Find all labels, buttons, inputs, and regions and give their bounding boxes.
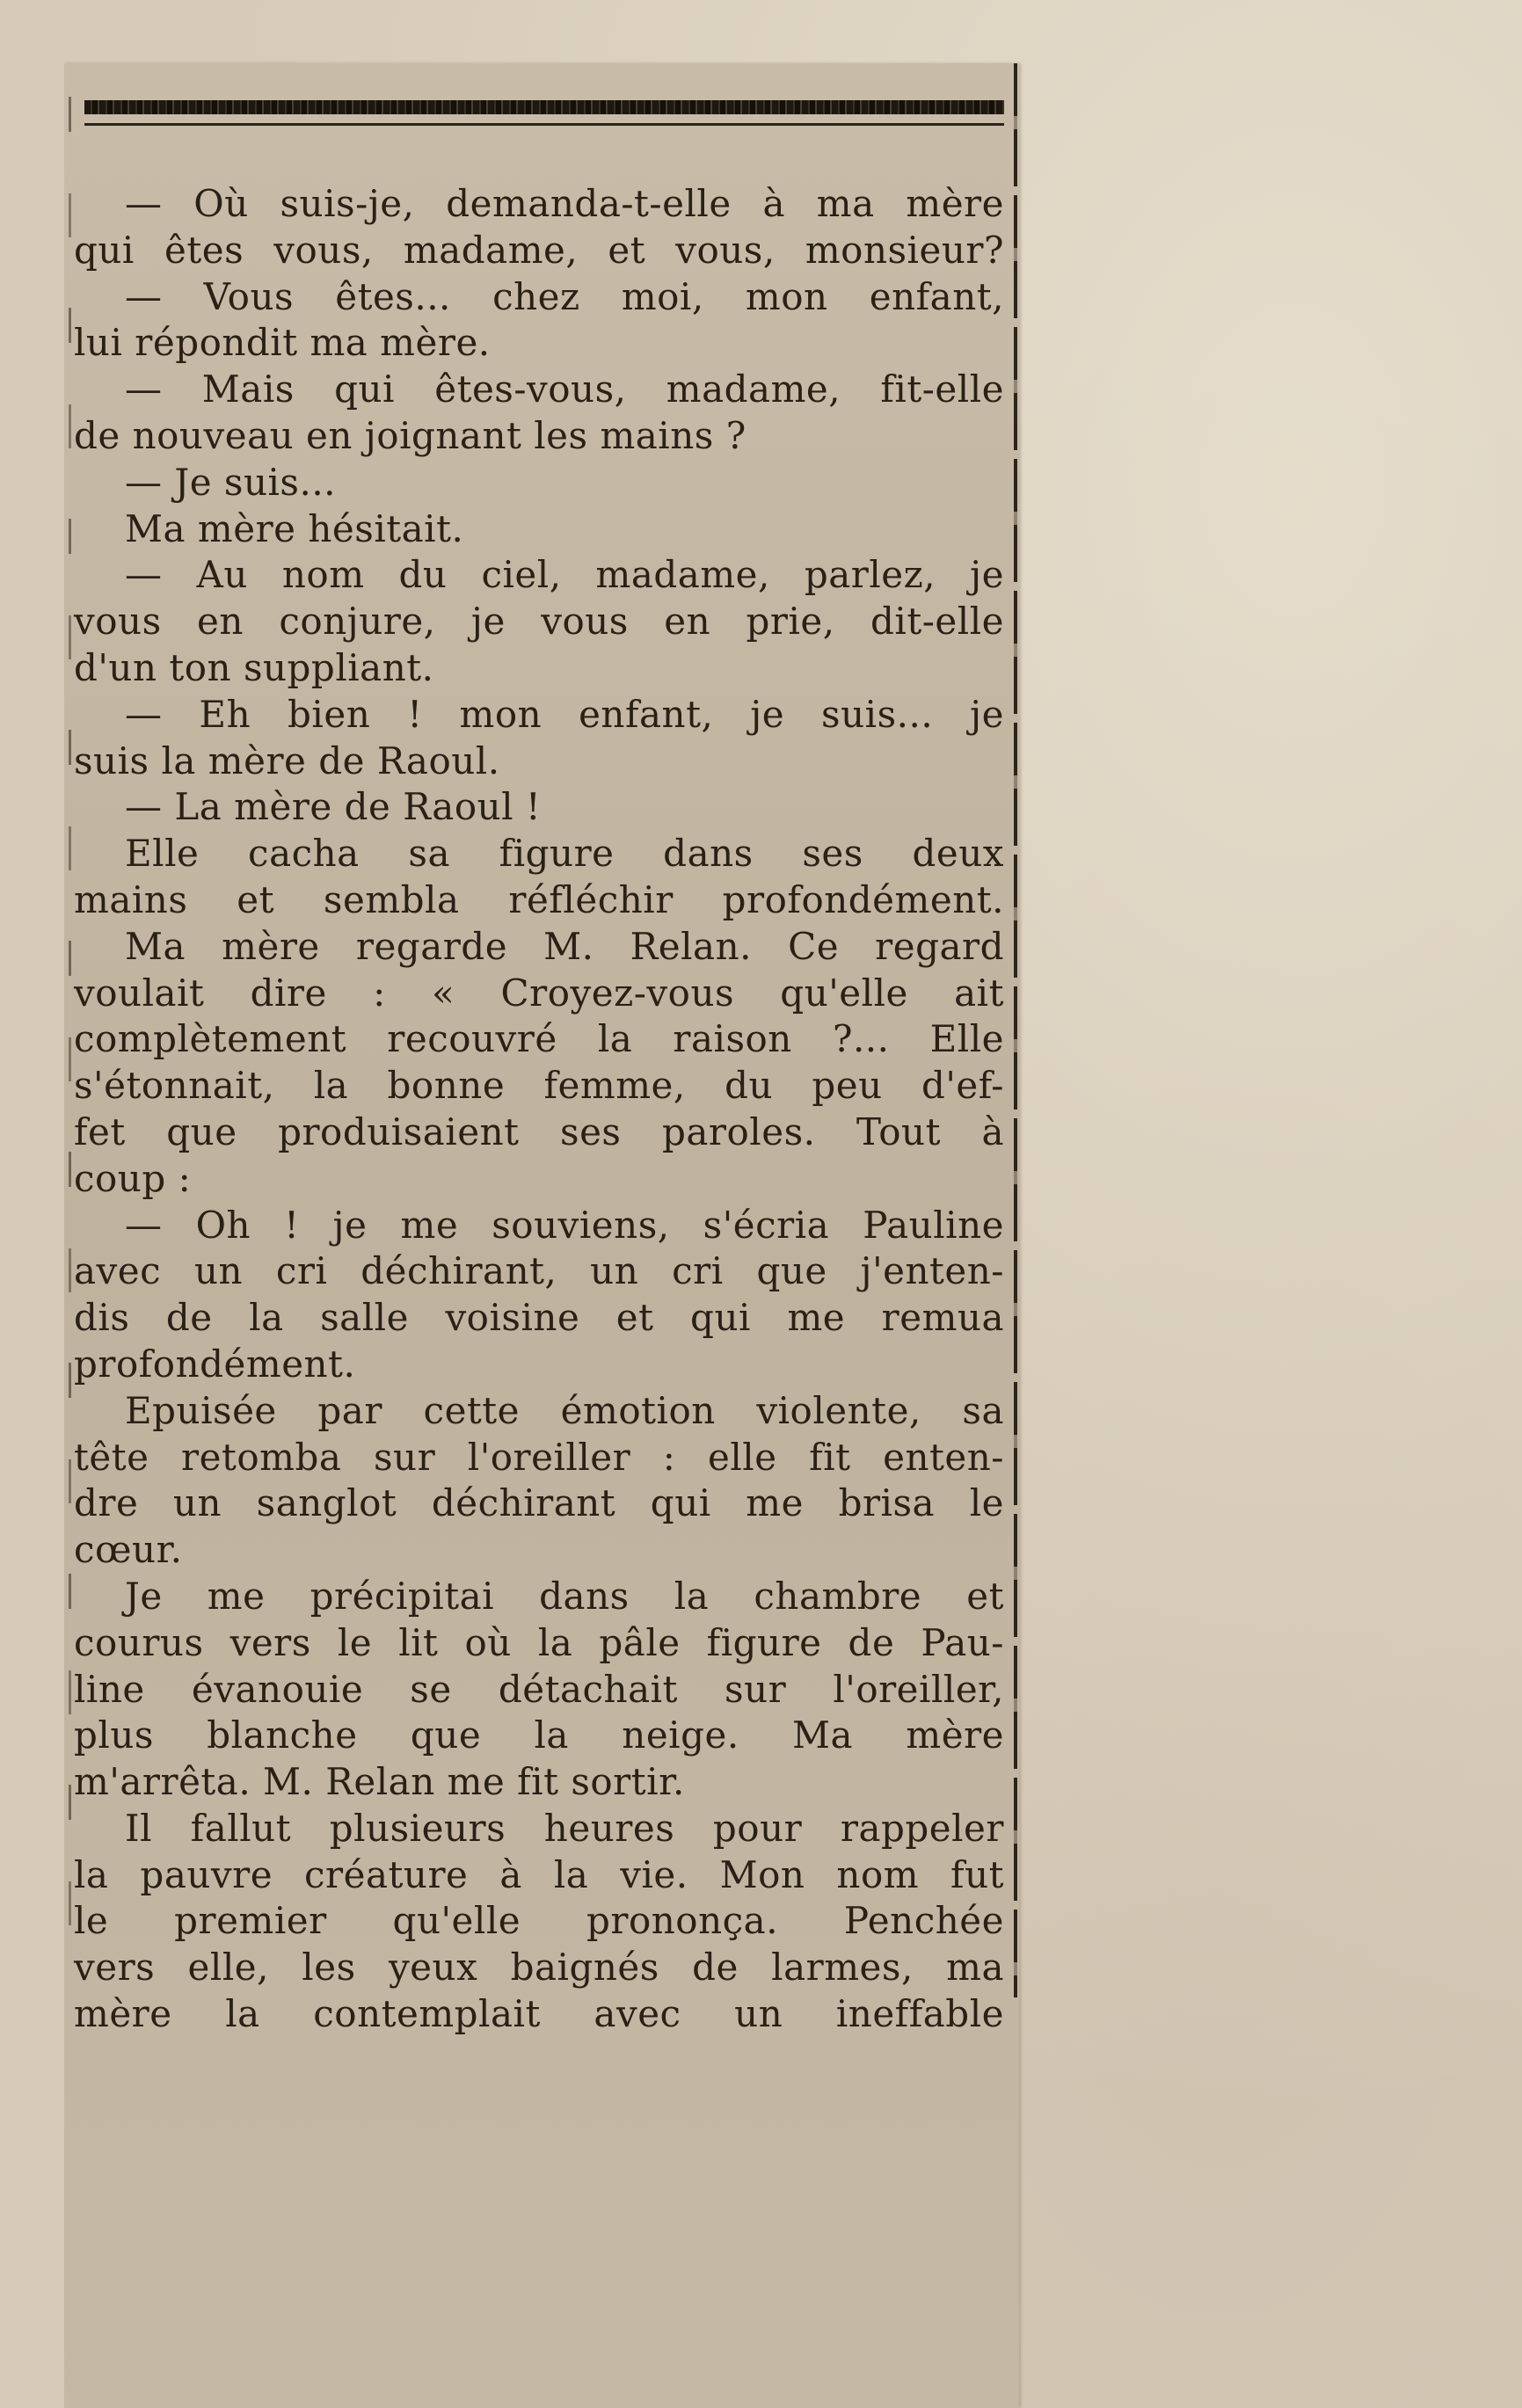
text-line: Elle cacha sa figure dans ses deux xyxy=(125,832,1004,876)
text-line: lui répondit ma mère. xyxy=(74,321,491,365)
text-line: fet que produisaient ses paroles. Tout à xyxy=(74,1109,1004,1153)
text-line: line évanouie se détachait sur l'oreiller, xyxy=(74,1667,1004,1711)
text-line: — La mère de Raoul ! xyxy=(125,785,542,829)
text-line: coup : xyxy=(74,1156,192,1200)
text-line: Il fallut plusieurs heures pour rappeler xyxy=(125,1806,1004,1850)
text-line: tête retomba sur l'oreiller : elle fit enten- xyxy=(74,1435,1004,1479)
text-line: — Où suis-je, demanda-t-elle à ma mère xyxy=(125,182,1004,225)
text-line: — Mais qui êtes-vous, madame, fit-elle xyxy=(125,367,1004,411)
text-line: la pauvre créature à la vie. Mon nom fut xyxy=(74,1852,1004,1896)
text-line: Ma mère hésitait. xyxy=(125,506,464,550)
column-top-thin-rule xyxy=(84,123,1004,126)
text-line: suis la mère de Raoul. xyxy=(74,738,500,782)
text-line: complètement recouvré la raison ?... Elle xyxy=(74,1017,1004,1061)
text-line: — Au nom du ciel, madame, parlez, je xyxy=(125,553,1004,597)
text-line: — Oh ! je me souviens, s'écria Pauline xyxy=(125,1203,1004,1247)
text-line: courus vers le lit où la pâle figure de Pau- xyxy=(74,1620,1004,1664)
clipping-left-edge xyxy=(69,97,71,1943)
clipping-right-edge xyxy=(1014,63,1017,1997)
text-line: vers elle, les yeux baignés de larmes, ma xyxy=(74,1946,1004,1990)
text-line: mère la contemplait avec un ineffable xyxy=(74,1992,1004,2036)
text-line: — Je suis... xyxy=(125,460,337,504)
text-line: avec un cri déchirant, un cri que j'enten- xyxy=(74,1249,1004,1293)
text-line: s'étonnait, la bonne femme, du peu d'ef- xyxy=(74,1064,1004,1108)
text-line: vous en conjure, je vous en prie, dit-elle xyxy=(74,600,1004,644)
text-line: profondément. xyxy=(74,1342,356,1386)
text-line: cœur. xyxy=(74,1528,183,1572)
text-line: — Vous êtes... chez moi, mon enfant, xyxy=(125,274,1004,318)
text-line: voulait dire : « Croyez-vous qu'elle ait xyxy=(74,971,1004,1015)
text-line: d'un ton suppliant. xyxy=(74,645,434,689)
text-line: Ma mère regarde M. Relan. Ce regard xyxy=(125,924,1004,968)
text-line: qui êtes vous, madame, et vous, monsieur? xyxy=(74,228,1004,272)
text-line: m'arrêta. M. Relan me fit sortir. xyxy=(74,1760,685,1804)
text-line: de nouveau en joignant les mains ? xyxy=(74,413,746,457)
column-top-rule xyxy=(84,100,1004,114)
text-line: Epuisée par cette émotion violente, sa xyxy=(125,1388,1004,1432)
text-line: plus blanche que la neige. Ma mère xyxy=(74,1713,1004,1757)
text-line: dis de la salle voisine et qui me remua xyxy=(74,1296,1004,1340)
article-text xyxy=(74,181,1004,2038)
text-line: le premier qu'elle prononça. Penchée xyxy=(74,1899,1004,1943)
text-line: mains et sembla réfléchir profondément. xyxy=(74,877,1004,921)
text-line: Je me précipitai dans la chambre et xyxy=(125,1574,1004,1618)
text-line: — Eh bien ! mon enfant, je suis... je xyxy=(125,692,1004,736)
text-line: dre un sanglot déchirant qui me brisa le xyxy=(74,1481,1004,1525)
